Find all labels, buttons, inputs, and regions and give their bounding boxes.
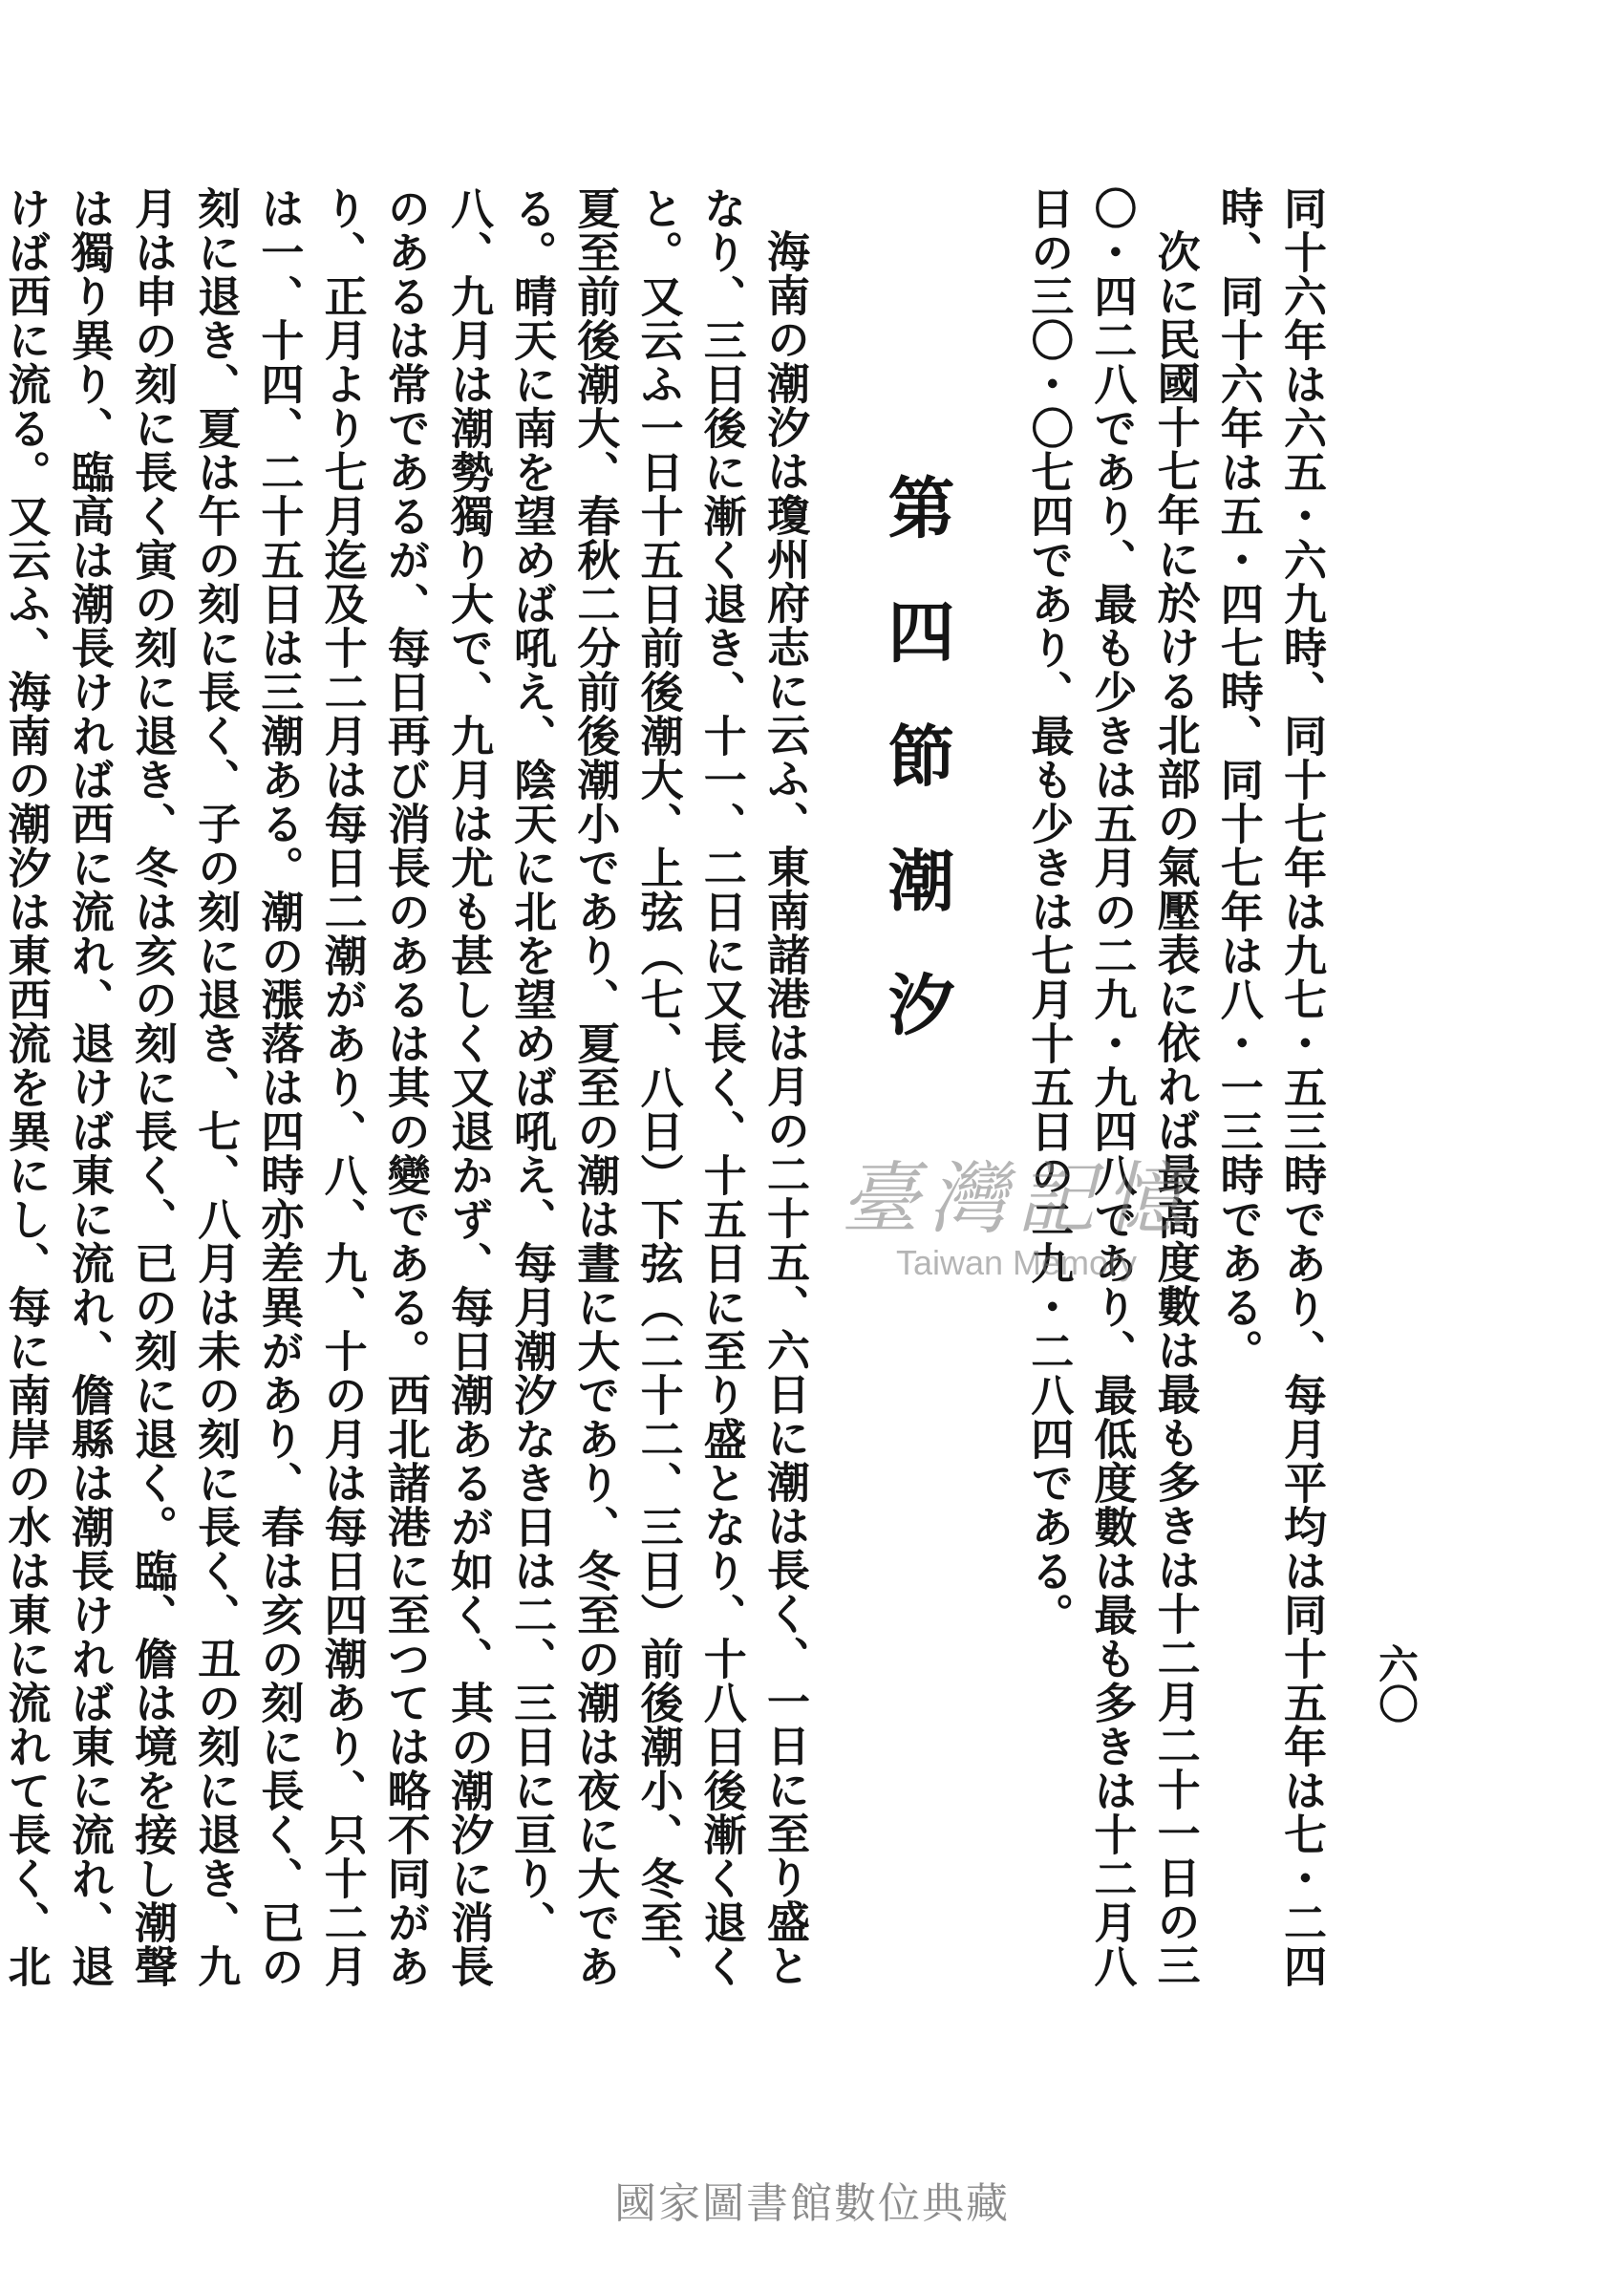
watermark-english: Taiwan Memory [895, 1243, 1138, 1282]
paragraph: 海南の潮汐は瓊州府志に云ふ、東南諸港は月の二十五、六日に潮は長く、一日に至り盛となり、三日後に漸く退き、十一、二日に又長く、十五日に至り盛となり、十八日後漸く退くと。又云ふ一日十五日前後潮大、上弦（七、八日）下弦（二十二、三日）前後潮小、冬至、夏至前後潮大、春秋二分前後潮小であり、夏至の潮は晝に大であり、冬至の潮は夜に大である。晴天に南を望めば吼え、陰天に北を望めば吼え、每月潮汐なき日は二、三日に亘り、八、九月は潮勢獨り大で、九月は尤も甚しく又退かず、每日潮あるが如く、其の潮汐に消長のあるは常であるが、每日再び消長のあるは其の變である。西北諸港に至つては略不同があり、正月より七月迄及十二月は每日二潮があり、八、九、十の月は每日四潮あり、只十二月は一、十四、二十五日は三潮ある。潮の漲落は四時亦差異があり、春は亥の刻に長く、已の刻に退き、夏は午の刻に長く、子の刻に退き、七、八月は未の刻に長く、丑の刻に退き、九月は申の刻に長く寅の刻に退き、冬は亥の刻に長く、已の刻に退く。臨、儋は境を接し潮聲は獨り異り、臨高は潮長ければ西に流れ、退けば東に流れ、儋縣は潮長ければ東に流れ、退けば西に流る。又云ふ、海南の潮汐は東西流を異にし、每に南岸の水は東に流れて長く、北 [0, 186, 810, 1988]
section-title: 潮汐 [876, 846, 956, 1094]
paragraph: 次に民國十七年に於ける北部の氣壓表に依れば最高度數は最も多きは十二月二十一日の三〇・四二八であり、最も少きは五月の二九・九四八であり、最低度數は最も多きは十二月八日の三〇・〇七四であり、最も少きは七月十五日の二九・二八四である。 [1023, 186, 1201, 1988]
watermark-chinese: 臺灣記憶 [841, 1154, 1192, 1245]
section-number: 第四節 [876, 473, 956, 846]
body-text [0, 186, 1333, 1992]
page-number: 六〇 [1373, 1643, 1420, 1724]
footer-credit: 國家圖書館數位典藏 [614, 2179, 1010, 2228]
section-heading [873, 473, 959, 1992]
paragraph: 同十六年は六五・六九時、同十七年は九七・五三時であり、每月平均は同十五年は七・二四時、同十六年は五・四七時、同十七年は八・一三時である。 [1212, 186, 1327, 1988]
